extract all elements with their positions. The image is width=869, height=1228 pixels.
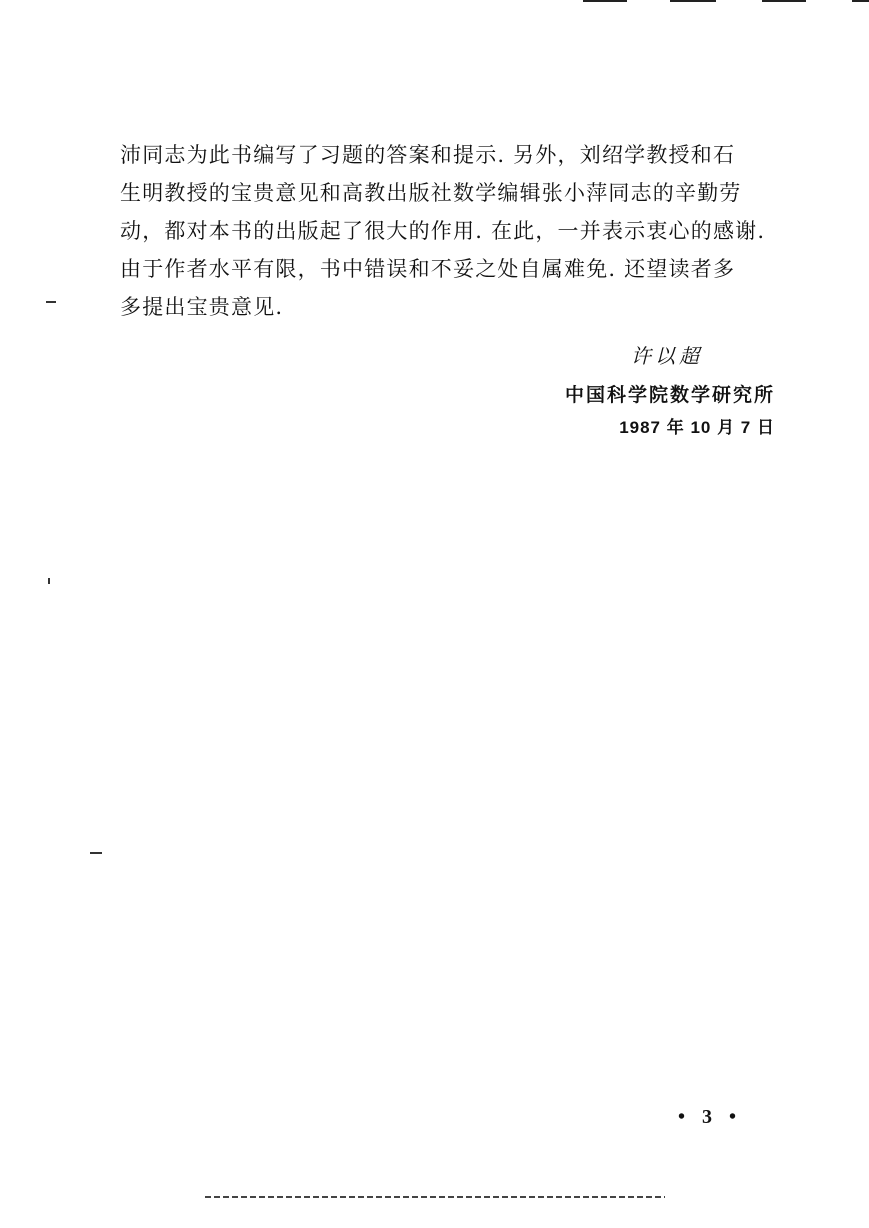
scan-speck	[48, 578, 50, 584]
paragraph-line: 由于作者水平有限，书中错误和不妥之处自属难免. 还望读者多	[120, 257, 736, 281]
signature-date: 1987 年 10 月 7 日	[619, 418, 775, 437]
scan-edge-mark	[762, 0, 806, 2]
scan-edge-mark	[852, 0, 869, 2]
scan-speck	[46, 301, 56, 303]
author-name: 许以超	[631, 344, 703, 368]
paragraph-line: 多提出宝贵意见.	[120, 295, 284, 319]
scan-edge-mark	[583, 0, 627, 2]
preface-paragraph	[120, 136, 780, 326]
page-number: • 3 •	[678, 1106, 743, 1128]
author-institution: 中国科学院数学研究所	[564, 384, 775, 406]
paragraph-line: 沛同志为此书编写了习题的答案和提示. 另外，刘绍学教授和石	[120, 143, 736, 167]
scan-bottom-rule	[205, 1196, 665, 1198]
scan-edge-mark	[670, 0, 716, 2]
scan-speck	[90, 852, 102, 854]
paragraph-line: 生明教授的宝贵意见和高教出版社数学编辑张小萍同志的辛勤劳	[120, 181, 742, 205]
paragraph-line: 动，都对本书的出版起了很大的作用. 在此，一并表示衷心的感谢.	[120, 219, 766, 243]
